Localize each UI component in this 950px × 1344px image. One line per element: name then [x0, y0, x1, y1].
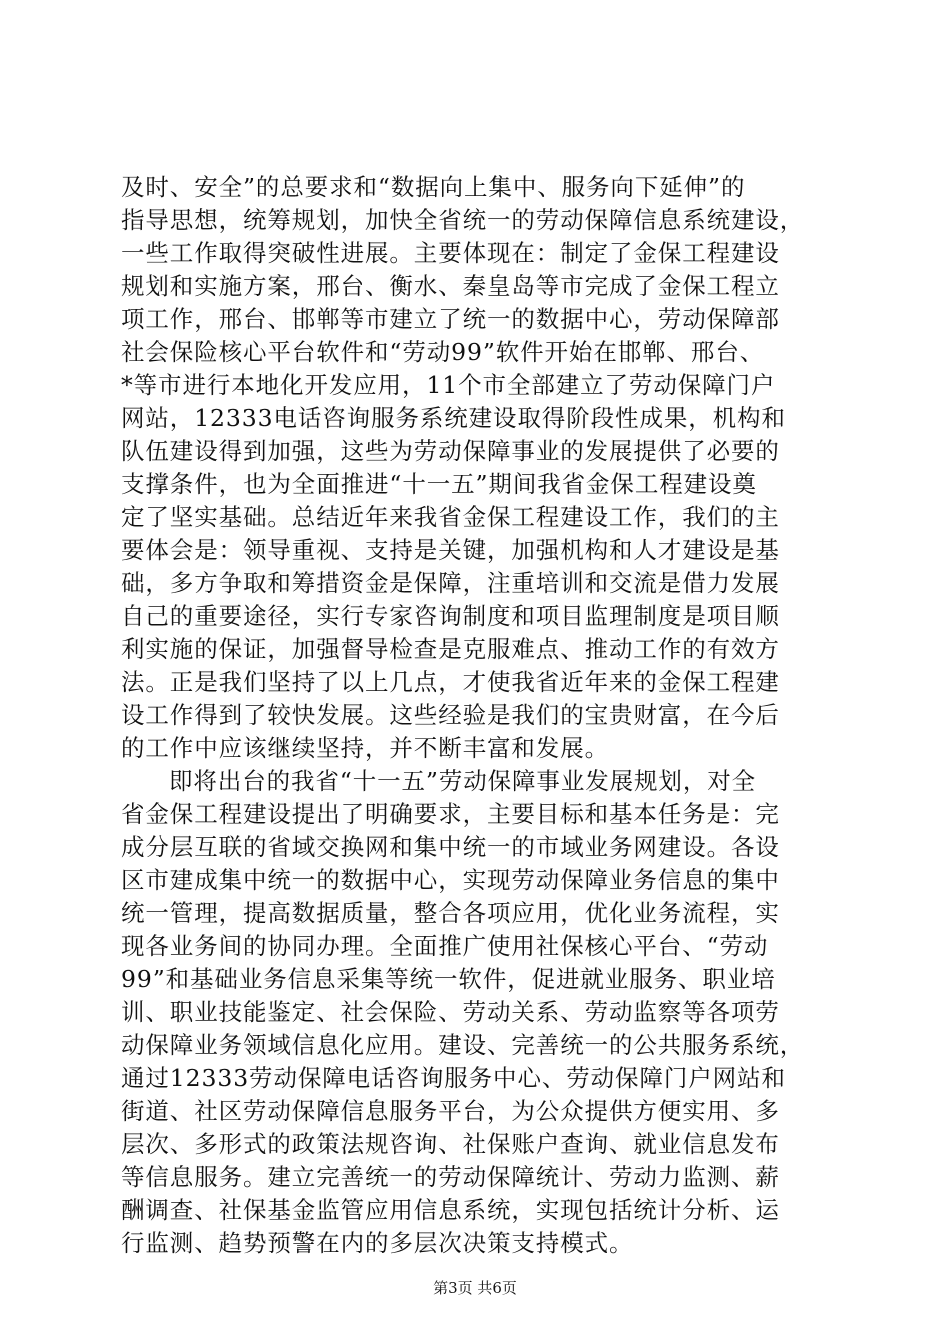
text-line: 行监测、趋势预警在内的多层次决策支持模式。: [121, 1229, 634, 1257]
text-line: 现各业务间的协同办理。全面推广使用社保核心平台、“劳动: [121, 932, 769, 960]
text-line: 项工作，邢台、邯郸等市建立了统一的数据中心，劳动保障部: [121, 305, 780, 333]
text-line: 定了坚实基础。总结近年来我省金保工程建设工作，我们的主: [121, 503, 780, 531]
text-line: 酬调查、社保基金监管应用信息系统，实现包括统计分析、运: [121, 1196, 780, 1224]
text-line: 街道、社区劳动保障信息服务平台，为公众提供方便实用、多: [121, 1097, 780, 1125]
paragraph-2: [121, 765, 833, 1260]
text-line: 成分层互联的省域交换网和集中统一的市域业务网建设。各设: [121, 833, 780, 861]
text-line: 动保障业务领域信息化应用。建设、完善统一的公共服务系统，: [121, 1031, 805, 1059]
page-footer: [0, 1278, 950, 1298]
text-line: 支撑条件，也为全面推进“十一五”期间我省金保工程建设奠: [121, 470, 757, 498]
text-line: 队伍建设得到加强，这些为劳动保障事业的发展提供了必要的: [121, 437, 780, 465]
text-line: 统一管理，提高数据质量，整合各项应用，优化业务流程，实: [121, 899, 780, 927]
page-number: 第3页 共6页: [433, 1279, 517, 1297]
text-line: 利实施的保证，加强督导检查是克服难点、推动工作的有效方: [121, 635, 780, 663]
text-line: 网站，12333电话咨询服务系统建设取得阶段性成果，机构和: [121, 404, 786, 432]
text-line: 即将出台的我省“十一五”劳动保障事业发展规划，对全: [169, 767, 757, 795]
text-line: 指导思想，统筹规划，加快全省统一的劳动保障信息系统建设，: [121, 206, 805, 234]
text-line: 础，多方争取和筹措资金是保障，注重培训和交流是借力发展: [121, 569, 780, 597]
text-line: 法。正是我们坚持了以上几点，才使我省近年来的金保工程建: [121, 668, 780, 696]
text-line: 层次、多形式的政策法规咨询、社保账户查询、就业信息发布: [121, 1130, 780, 1158]
text-line: 区市建成集中统一的数据中心，实现劳动保障业务信息的集中: [121, 866, 780, 894]
text-line: 等信息服务。建立完善统一的劳动保障统计、劳动力监测、薪: [121, 1163, 780, 1191]
text-line: *等市进行本地化开发应用，11个市全部建立了劳动保障门户: [121, 371, 776, 399]
text-line: 一些工作取得突破性进展。主要体现在：制定了金保工程建设: [121, 239, 780, 267]
text-line: 规划和实施方案，邢台、衡水、秦皇岛等市完成了金保工程立: [121, 272, 780, 300]
document-body: [121, 171, 833, 1260]
text-line: 省金保工程建设提出了明确要求，主要目标和基本任务是：完: [121, 800, 780, 828]
text-line: 99”和基础业务信息采集等统一软件，促进就业服务、职业培: [121, 965, 776, 993]
text-line: 社会保险核心平台软件和“劳动99”软件开始在邯郸、邢台、: [121, 338, 765, 366]
text-line: 及时、安全”的总要求和“数据向上集中、服务向下延伸”的: [121, 173, 746, 201]
text-line: 通过12333劳动保障电话咨询服务中心、劳动保障门户网站和: [121, 1064, 786, 1092]
text-line: 设工作得到了较快发展。这些经验是我们的宝贵财富，在今后: [121, 701, 780, 729]
paragraph-1: [121, 171, 833, 765]
text-line: 的工作中应该继续坚持，并不断丰富和发展。: [121, 734, 609, 762]
text-line: 训、职业技能鉴定、社会保险、劳动关系、劳动监察等各项劳: [121, 998, 780, 1026]
text-line: 自己的重要途径，实行专家咨询制度和项目监理制度是项目顺: [121, 602, 780, 630]
text-line: 要体会是：领导重视、支持是关键，加强机构和人才建设是基: [121, 536, 780, 564]
